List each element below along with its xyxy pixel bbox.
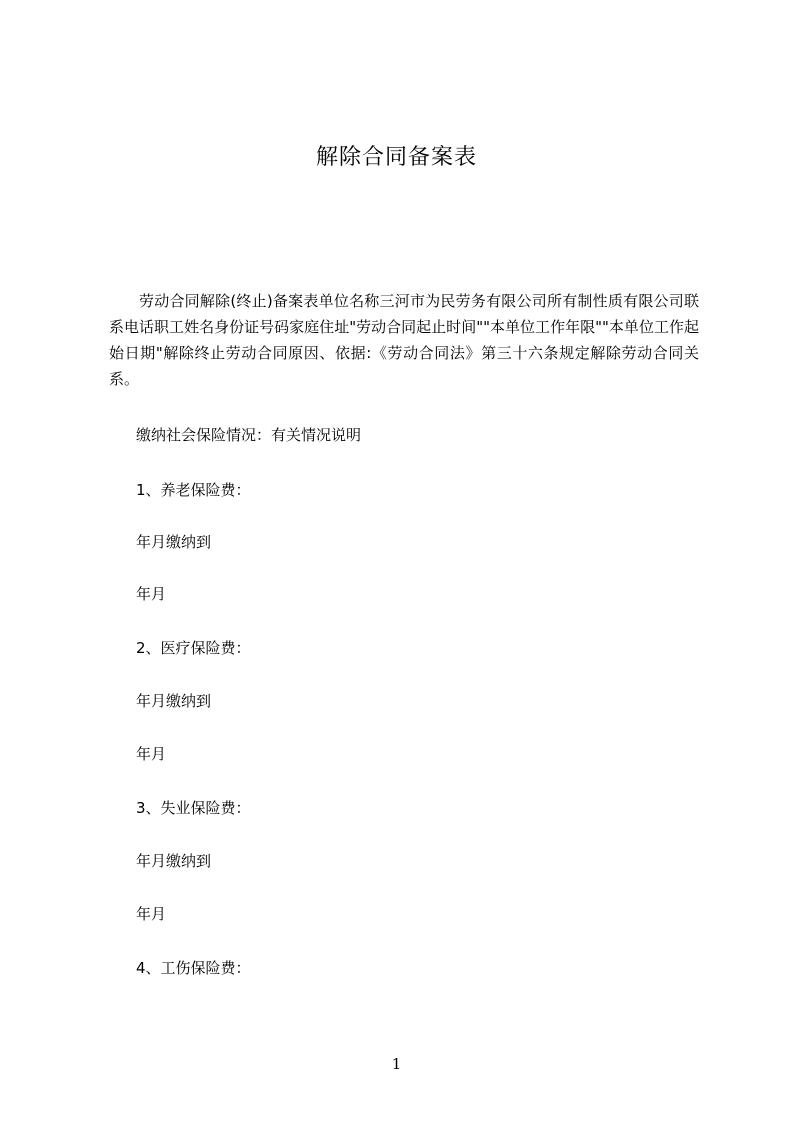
pension-insurance-label: 1、养老保险费： — [136, 481, 251, 499]
medical-month-line: 年月 — [136, 745, 167, 763]
page-number: 1 — [391, 1055, 402, 1073]
medical-insurance-label: 2、医疗保险费： — [136, 639, 251, 657]
work-injury-insurance-label: 4、工伤保险费： — [136, 959, 251, 977]
document-title: 解除合同备案表 — [315, 145, 477, 170]
pension-paid-until-line: 年月缴纳到 — [136, 533, 212, 551]
pension-month-line: 年月 — [136, 585, 167, 603]
medical-paid-until-line: 年月缴纳到 — [136, 692, 212, 710]
social-insurance-heading: 缴纳社会保险情况：有关情况说明 — [136, 426, 362, 444]
unemployment-insurance-label: 3、失业保险费： — [136, 799, 251, 817]
intro-paragraph: 劳动合同解除(终止)备案表单位名称三河市为民劳务有限公司所有制性质有限公司联系电话职工姓名身份证号码家庭住址"劳动合同起止时间""本单位工作年限""本单位工作起始日期"解除终止劳动合同原因、依据:《劳动合同法》第三十六条规定解除劳动合同关系。 — [109, 292, 699, 388]
unemployment-paid-until-line: 年月缴纳到 — [136, 852, 212, 870]
unemployment-month-line: 年月 — [136, 905, 167, 923]
